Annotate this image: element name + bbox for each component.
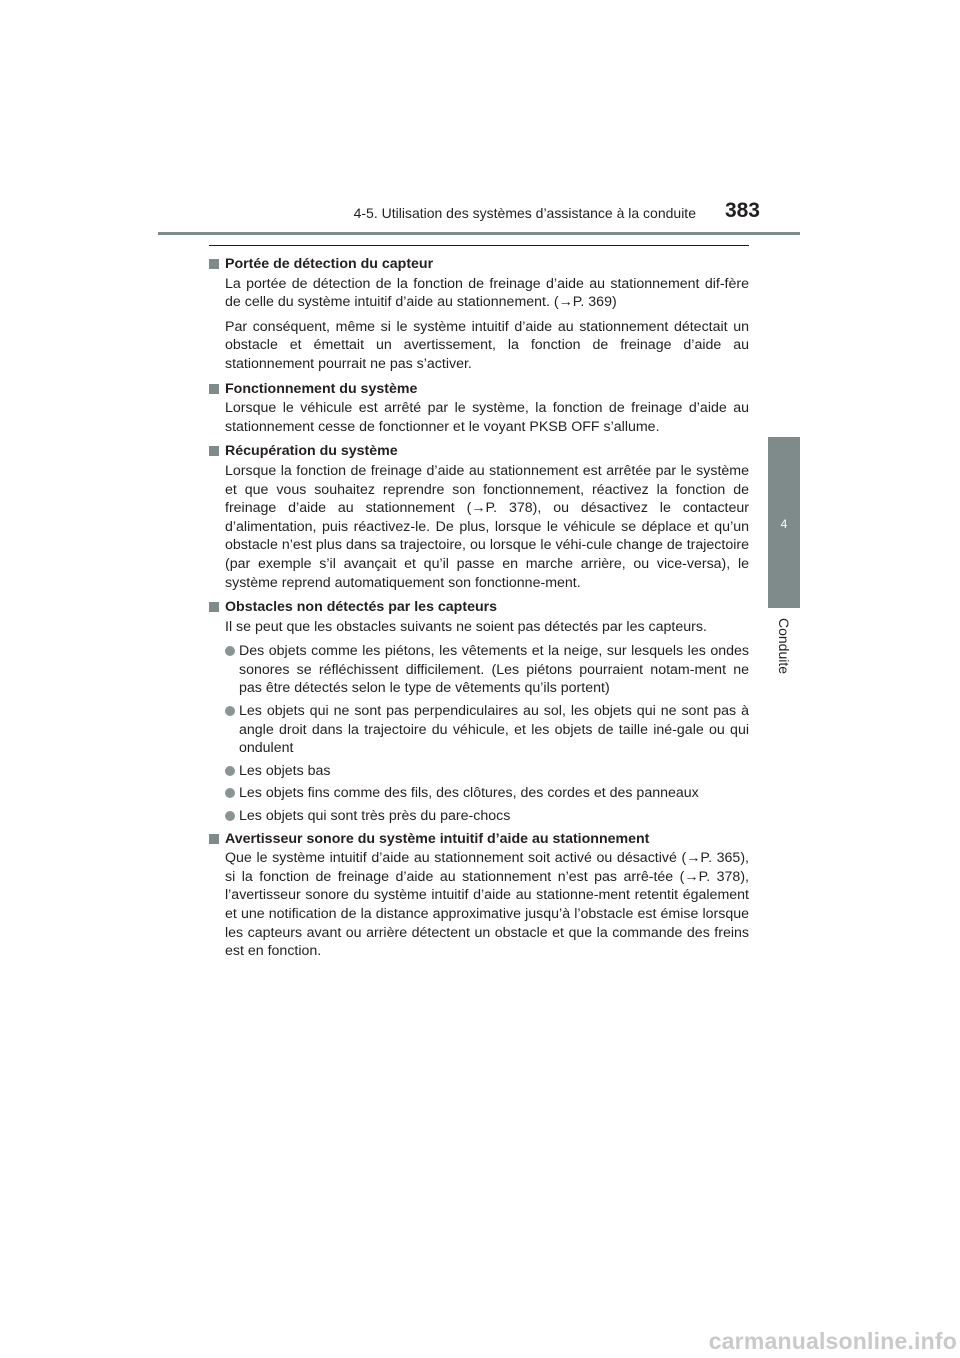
- content-top-rule: [209, 245, 749, 246]
- bullet-list: [208, 642, 749, 825]
- section: [208, 380, 749, 437]
- paragraph: Lorsque la fonction de freinage d’aide au stationnement est arrêtée par le système et que vous souhaitez reprendre son fonctionnement, réactivez la fonction de freinage d’aide au stationnement (→P. 378), ou désactivez le contacteur d’alimentation, puis réactivez-le. De plus, lorsque le véhicule se déplace et qu’un obstacle n’est plus dans sa trajectoire, ou lorsque le véhi-cule change de trajectoire (par exemple s’il avançait et qu’il passe en marche arrière, ou vice-versa), le système reprend automatiquement son fonctionne-ment.: [225, 462, 749, 591]
- paragraph: La portée de détection de la fonction de freinage d’aide au stationnement dif-fère de celle du système intuitif d’aide au stationnement. (→P. 369): [225, 275, 749, 311]
- paragraph: Par conséquent, même si le système intuitif d’aide au stationnement détectait un obstacle et émettait un avertissement, la fonction de freinage d’aide au stationnement pourrait ne pas s’activer.: [225, 318, 749, 372]
- paragraph: Que le système intuitif d’aide au stationnement soit activé ou désactivé (→P. 365), si la fonction de freinage d’aide au stationnement n’est pas arrê-tée (→P. 378), l’avertisseur sonore du système intuitif d’aide au stationne-ment retentit également et une notification de la distance approximative jusqu’à l’obstacle est émise lorsque les capteurs avant ou arrière détectent un obstacle et que la commande des freins est en fonction.: [225, 850, 749, 960]
- round-bullet-icon: [225, 766, 235, 776]
- square-bullet-icon: [209, 834, 219, 844]
- list-item: [225, 807, 749, 826]
- section-heading-text: Portée de détection du capteur: [225, 256, 434, 272]
- paragraph: Il se peut que les obstacles suivants ne soient pas détectés par les capteurs.: [225, 618, 707, 635]
- page-number: 383: [724, 199, 760, 222]
- section: [208, 598, 749, 826]
- section: [208, 442, 749, 592]
- list-item: [225, 762, 749, 781]
- square-bullet-icon: [209, 602, 219, 612]
- round-bullet-icon: [225, 788, 235, 798]
- list-item-text: Les objets qui ne sont pas perpendiculaires au sol, les objets qui ne sont pas à angle droit dans la trajectoire du véhicule, et les objets de taille iné-gale ou qui ondulent: [239, 703, 749, 757]
- page-content: [208, 255, 749, 967]
- section-heading-text: Récupération du système: [225, 443, 398, 460]
- running-header: 4-5. Utilisation des systèmes d’assistance à la conduite: [353, 205, 696, 221]
- list-item: [225, 702, 749, 758]
- section: [208, 830, 749, 961]
- list-item-text: Les objets qui sont très près du pare-chocs: [239, 808, 511, 825]
- section: [208, 255, 749, 374]
- section-heading: [208, 255, 749, 274]
- list-item-text: Les objets bas: [239, 762, 331, 779]
- chapter-tab: [768, 437, 800, 608]
- square-bullet-icon: [209, 384, 219, 394]
- round-bullet-icon: [225, 811, 235, 821]
- section-heading-text: Fonctionnement du système: [225, 380, 418, 397]
- section-heading: [208, 830, 749, 849]
- round-bullet-icon: [225, 646, 235, 656]
- chapter-label: Conduite: [776, 617, 792, 675]
- section-heading-text: Obstacles non détectés par les capteurs: [225, 599, 498, 616]
- section-heading: [208, 598, 749, 617]
- list-item-text: Des objets comme les piétons, les vêtements et la neige, sur lesquels les ondes sonores se réfléchissent difficilement. (Les piétons pourraient notam-ment ne pas être détectés selon le type de vêtements qu’ils portent): [239, 643, 749, 697]
- round-bullet-icon: [225, 706, 235, 716]
- section-heading: [208, 442, 749, 461]
- header-rule: [158, 232, 800, 235]
- paragraph: Lorsque le véhicule est arrêté par le système, la fonction de freinage d’aide au stationnement cesse de fonctionner et le voyant PKSB OFF s’allume.: [225, 400, 749, 435]
- watermark: carmanualsonline.info: [708, 1328, 957, 1354]
- square-bullet-icon: [209, 446, 219, 456]
- list-item: [225, 642, 749, 698]
- section-heading-text: Avertisseur sonore du système intuitif d’aide au stationnement: [225, 830, 650, 847]
- list-item: [225, 784, 749, 803]
- list-item-text: Les objets fins comme des fils, des clôtures, des cordes et des panneaux: [239, 785, 699, 802]
- square-bullet-icon: [209, 259, 219, 269]
- section-heading: [208, 380, 749, 399]
- chapter-number: 4: [780, 517, 788, 531]
